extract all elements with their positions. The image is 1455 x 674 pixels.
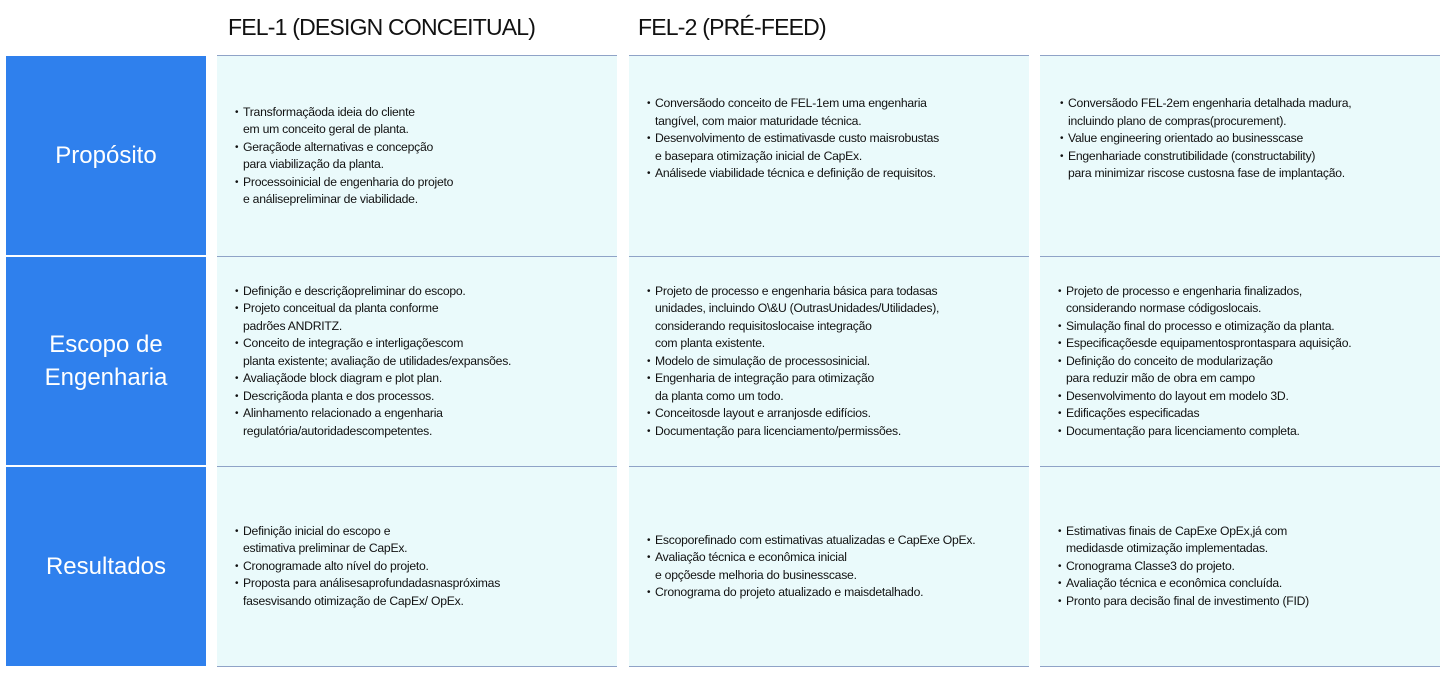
bullet-text: • Escoporefinado com estimativas atualizadas e CapExe OpEx.: [655, 532, 976, 547]
bullet-text: • Simulação final do processo e otimização da planta.: [1066, 318, 1335, 333]
header-fel2: FEL-2 (PRÉ-FEED): [638, 14, 826, 40]
bullet-list: [647, 532, 975, 602]
bullet-text: • Modelo de simulação de processosinicial.: [655, 353, 870, 368]
bullet-text: em um conceito geral de planta.: [243, 122, 409, 136]
bullet-item: [647, 370, 939, 405]
bullet-text: tangível, com maior maturidade técnica.: [655, 113, 862, 128]
bullet-item: [647, 423, 939, 441]
bullet-text: unidades, incluindo O\&U (OutrasUnidades/Utilidades),: [655, 301, 940, 316]
bullet-text: • Conversãodo conceito de FEL-1em uma engenharia: [655, 96, 927, 111]
bullet-text: • Definição inicial do escopo e: [243, 523, 391, 538]
bullet-item: [647, 532, 975, 550]
cell-proposito-fel2: [629, 56, 1029, 256]
bullet-item: [235, 370, 511, 388]
bullet-text: • Geraçãode alternativas e concepção: [243, 139, 434, 154]
bullet-text: • Especificaçõesde equipamentosprontaspara aquisição.: [1066, 336, 1352, 351]
bullet-text: e basepara otimização inicial de CapEx.: [655, 148, 863, 163]
bullet-text: para viabilização da planta.: [243, 157, 384, 171]
bullet-text: • Definição do conceito de modularização: [1066, 353, 1273, 368]
bullet-text: medidasde otimização implementadas.: [1066, 541, 1268, 556]
bullet-list: [1060, 95, 1351, 183]
bullet-item: [647, 584, 975, 602]
bottom-divider-col2: [629, 666, 1029, 667]
bullet-text: e opçõesde melhoria do businesscase.: [655, 567, 857, 582]
bullet-item: [235, 139, 453, 174]
bullet-item: [647, 549, 975, 584]
bullet-item: [235, 335, 511, 370]
bullet-text: fasesvisando otimização de CapEx/ OpEx.: [243, 593, 464, 608]
bullet-item: [1058, 388, 1351, 406]
cell-proposito-fel3: [1040, 56, 1440, 256]
bullet-text: com planta existente.: [655, 336, 765, 351]
bullet-item: [1058, 523, 1309, 558]
bullet-item: [647, 405, 939, 423]
bullet-list: [235, 104, 453, 209]
bullet-item: [1058, 423, 1351, 441]
bullet-text: • Projeto de processo e engenharia finalizados,: [1066, 283, 1303, 298]
cell-resultados-fel3: [1040, 467, 1440, 666]
bullet-list: [1058, 283, 1351, 441]
cell-escopo-fel1: [217, 257, 617, 466]
bullet-list: [647, 95, 939, 183]
bullet-text: • Conversãodo FEL-2em engenharia detalhada madura,: [1068, 96, 1352, 111]
cell-proposito-fel1: [217, 56, 617, 256]
cell-resultados-fel2: [629, 467, 1029, 666]
row-label-text: Resultados: [45, 553, 167, 580]
bottom-divider-col3: [1040, 666, 1440, 667]
bullet-text: • Cronograma Classe3 do projeto.: [1066, 558, 1235, 573]
bullet-text: • Análisede viabilidade técnica e definição de requisitos.: [655, 166, 936, 181]
bullet-text: • Descriçãoda planta e dos processos.: [243, 388, 435, 403]
bullet-item: [1058, 283, 1351, 318]
bullet-text: • Cronograma do projeto atualizado e maisdetalhado.: [655, 585, 924, 599]
bullet-text: • Pronto para decisão final de investimento (FID): [1066, 593, 1309, 608]
bullet-item: [1058, 558, 1309, 576]
bullet-item: [1058, 593, 1309, 611]
row-label-text: Propósito: [55, 142, 157, 169]
bullet-item: [1058, 575, 1309, 593]
bullet-item: [647, 165, 939, 183]
bullet-text: • Documentação para licenciamento/permissões.: [655, 423, 901, 438]
bullet-text: • Definição e descriçãopreliminar do escopo.: [243, 283, 466, 298]
bullet-text: • Avaliaçãode block diagram e plot plan.: [243, 371, 442, 386]
bullet-list: [235, 523, 500, 611]
bullet-item: [235, 174, 453, 209]
bullet-item: [1060, 95, 1351, 130]
bullet-text: regulatória/autoridadescompetentes.: [243, 423, 433, 438]
bullet-text: considerando normase códigoslocais.: [1066, 301, 1262, 316]
bullet-text: • Projeto de processo e engenharia básica para todasas: [655, 283, 938, 298]
bullet-text: • Avaliação técnica e econômica inicial: [655, 550, 847, 564]
bullet-text: • Alinhamento relacionado a engenharia: [243, 406, 443, 421]
header-fel1: FEL-1 (DESIGN CONCEITUAL): [228, 14, 536, 40]
bullet-text: para minimizar riscose custosna fase de implantação.: [1068, 166, 1345, 181]
row-label-text: Escopo de: [49, 331, 163, 358]
bullet-item: [1058, 318, 1351, 336]
row-label-proposito: [6, 56, 206, 255]
row-label-resultados: [6, 467, 206, 666]
bullet-text: • Estimativas finais de CapExe OpEx,já com: [1066, 523, 1287, 538]
bullet-text: para reduzir mão de obra em campo: [1066, 371, 1255, 386]
bullet-list: [1058, 523, 1309, 611]
bullet-text: planta existente; avaliação de utilidades/expansões.: [243, 353, 512, 368]
bullet-text: • Desenvolvimento de estimativasde custo maisrobustas: [655, 131, 939, 146]
bullet-item: [647, 353, 939, 371]
bullet-item: [647, 283, 939, 353]
bullet-text: • Value engineering orientado ao businesscase: [1068, 131, 1303, 146]
cell-escopo-fel2: [629, 257, 1029, 466]
bullet-text: • Documentação para licenciamento completa.: [1066, 423, 1300, 438]
bullet-text: • Conceito de integração e interligaçõescom: [243, 336, 464, 351]
bullet-text: padrões ANDRITZ.: [243, 318, 342, 333]
bullet-text: • Cronogramade alto nível do projeto.: [243, 558, 429, 573]
bullet-item: [1058, 335, 1351, 353]
bullet-item: [235, 405, 511, 440]
bullet-item: [235, 104, 453, 139]
bullet-item: [235, 575, 500, 610]
bullet-item: [235, 558, 500, 576]
bottom-divider-col1: [217, 666, 617, 667]
bullet-text: e análisepreliminar de viabilidade.: [243, 192, 418, 206]
cell-resultados-fel1: [217, 467, 617, 666]
bullet-item: [1058, 353, 1351, 388]
bullet-text: • Transformaçãoda ideia do cliente: [243, 104, 415, 119]
bullet-item: [1060, 148, 1351, 183]
bullet-item: [647, 130, 939, 165]
bullet-text: • Proposta para análisesaprofundadasnaspróximas: [243, 576, 501, 591]
bullet-text: • Desenvolvimento do layout em modelo 3D.: [1066, 388, 1289, 403]
bullet-text: • Avaliação técnica e econômica concluída.: [1066, 576, 1283, 591]
bullet-text: • Engenharia de integração para otimização: [655, 371, 875, 386]
bullet-item: [235, 523, 500, 558]
bullet-text: • Engenhariade construtibilidade (constructability): [1068, 148, 1316, 163]
bullet-text: da planta como um todo.: [655, 388, 784, 403]
bullet-text: • Edificações especificadas: [1066, 406, 1200, 421]
bullet-item: [1058, 405, 1351, 423]
bullet-text: • Projeto conceitual da planta conforme: [243, 301, 439, 316]
bullet-text: • Conceitosde layout e arranjosde edifícios.: [655, 406, 871, 421]
bullet-item: [647, 95, 939, 130]
row-label-text: Engenharia: [44, 364, 168, 391]
bullet-item: [235, 300, 511, 335]
bullet-item: [1060, 130, 1351, 148]
bullet-item: [235, 388, 511, 406]
bullet-text: • Processoinicial de engenharia do projeto: [243, 174, 454, 189]
bullet-list: [235, 283, 511, 441]
bullet-list: [647, 283, 939, 441]
bullet-text: estimativa preliminar de CapEx.: [243, 541, 408, 556]
bullet-text: considerando requisitoslocaise integração: [655, 318, 872, 333]
bullet-text: incluindo plano de compras(procurement).: [1068, 113, 1287, 128]
bullet-item: [235, 283, 511, 301]
cell-escopo-fel3: [1040, 257, 1440, 466]
row-label-escopo: [6, 257, 206, 465]
